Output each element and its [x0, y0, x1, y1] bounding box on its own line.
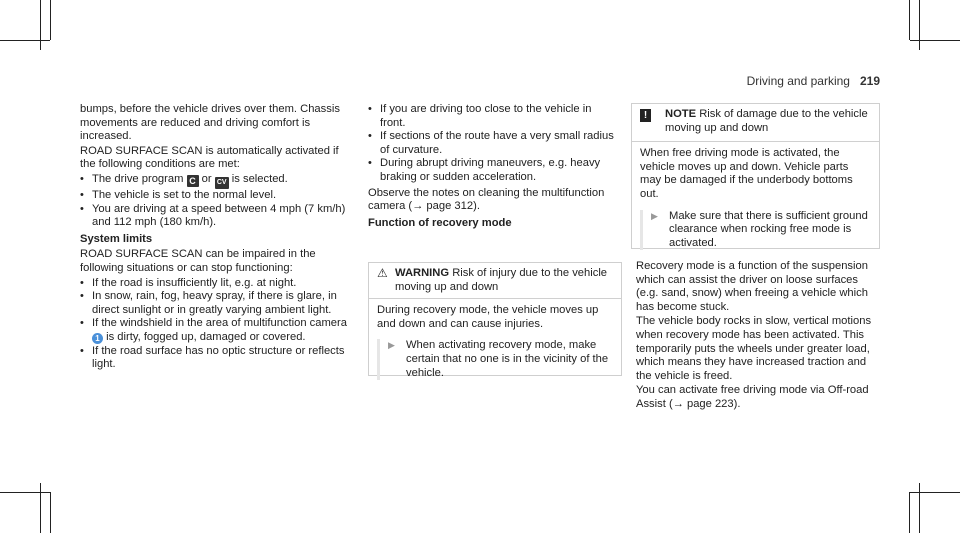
- warning-box: [368, 262, 622, 379]
- crop-mark: [919, 483, 920, 533]
- note-exclamation-icon: !: [640, 109, 651, 122]
- note-label: NOTE: [665, 108, 697, 120]
- list-item: • If you are driving too close to the vehicle in front.: [368, 103, 618, 130]
- crop-mark: [910, 40, 960, 41]
- section-heading: Function of recovery mode: [368, 216, 512, 229]
- action-arrow-icon: ▶: [651, 210, 658, 221]
- list-item: • If the road is insufficiently lit, e.g. at night.: [80, 277, 350, 291]
- paragraph: ROAD SURFACE SCAN is automatically activated if the following conditions are met:: [80, 144, 339, 171]
- warning-triangle-icon: ⚠: [377, 266, 388, 280]
- warning-label: WARNING: [395, 267, 450, 279]
- page-number: 219: [859, 74, 880, 88]
- section-heading: System limits: [80, 232, 153, 245]
- action-text: When activating recovery mode, make certain that no one is in the vicinity of the vehicle.: [406, 339, 609, 379]
- list-item: • You are driving at a speed between 4 mph (7 km/h) and 112 mph (180 km/h).: [80, 203, 350, 230]
- note-action: [640, 210, 871, 251]
- list-item: • If the road surface has no optic structure or reflects light.: [80, 345, 350, 372]
- warning-text: During recovery mode, the vehicle moves up and down and can cause injuries.: [377, 304, 599, 330]
- drive-program-cv-icon: CV: [215, 177, 229, 189]
- crop-mark: [50, 0, 51, 40]
- paragraph: You can activate free driving mode via Off-road Assist (→ page 223).: [636, 384, 869, 410]
- action-text: Make sure that there is sufficient ground clearance when rocking free mode is activated.: [669, 209, 868, 249]
- crop-mark: [919, 0, 920, 50]
- column-1: [80, 103, 350, 372]
- column-3: [636, 260, 881, 413]
- note-box: [631, 103, 880, 249]
- paragraph: Observe the notes on cleaning the multifunction camera (→ page 312).: [368, 186, 605, 213]
- callout-number-icon: 1: [92, 333, 103, 344]
- list-item: • During abrupt driving maneuvers, e.g. heavy braking or sudden acceleration.: [368, 157, 618, 184]
- crop-mark: [0, 40, 50, 41]
- action-arrow-icon: ▶: [388, 340, 395, 351]
- note-body: [632, 142, 879, 255]
- action-bar: [640, 210, 643, 251]
- list-item: • If the windshield in the area of multifunction camera 1 is dirty, fogged up, damaged or covered.: [80, 317, 350, 344]
- page-header: [747, 74, 880, 88]
- drive-program-c-icon: C: [187, 175, 199, 187]
- crop-mark: [40, 0, 41, 50]
- paragraph: Recovery mode is a function of the suspension which can assist the driver on loose surfaces (e.g. sand, snow) when freeing a vehicle which has become stuck.: [636, 260, 868, 313]
- action-bar: [377, 339, 380, 380]
- note-text: When free driving mode is activated, the vehicle moves up and down. Vehicle parts may be damaged if the underbody bottoms out.: [640, 147, 853, 200]
- crop-mark: [909, 492, 910, 533]
- paragraph: The vehicle body rocks in slow, vertical motions when recovery mode has been activated. This temporarily puts the wheels under greater load, which means they have increased traction and the vehicle is freed.: [636, 315, 872, 382]
- warning-body: [369, 299, 621, 385]
- paragraph: ROAD SURFACE SCAN can be impaired in the following situations or can stop functioning:: [80, 248, 316, 274]
- crop-mark: [910, 492, 960, 493]
- crop-mark: [0, 492, 50, 493]
- list-item: • In snow, rain, fog, heavy spray, if there is glare, in direct sunlight or in greatly varying ambient light.: [80, 290, 350, 317]
- warning-action: [377, 339, 613, 380]
- list-item: • If sections of the route have a very small radius of curvature.: [368, 130, 618, 157]
- warning-title: Risk of injury due to the vehicle moving up and down: [395, 267, 608, 293]
- list-item: • The drive program C or CV is selected.: [80, 173, 350, 189]
- crop-mark: [40, 483, 41, 533]
- warning-header: [369, 263, 621, 299]
- column-2: [368, 103, 618, 232]
- list-item: • The vehicle is set to the normal level.: [80, 189, 350, 203]
- crop-mark: [50, 492, 51, 533]
- crop-mark: [909, 0, 910, 40]
- note-header: [632, 104, 879, 142]
- note-title: Risk of damage due to the vehicle moving up and down: [665, 108, 868, 134]
- paragraph: bumps, before the vehicle drives over them. Chassis movements are reduced and driving comfort is increased.: [80, 103, 340, 143]
- section-title: Driving and parking: [746, 74, 850, 88]
